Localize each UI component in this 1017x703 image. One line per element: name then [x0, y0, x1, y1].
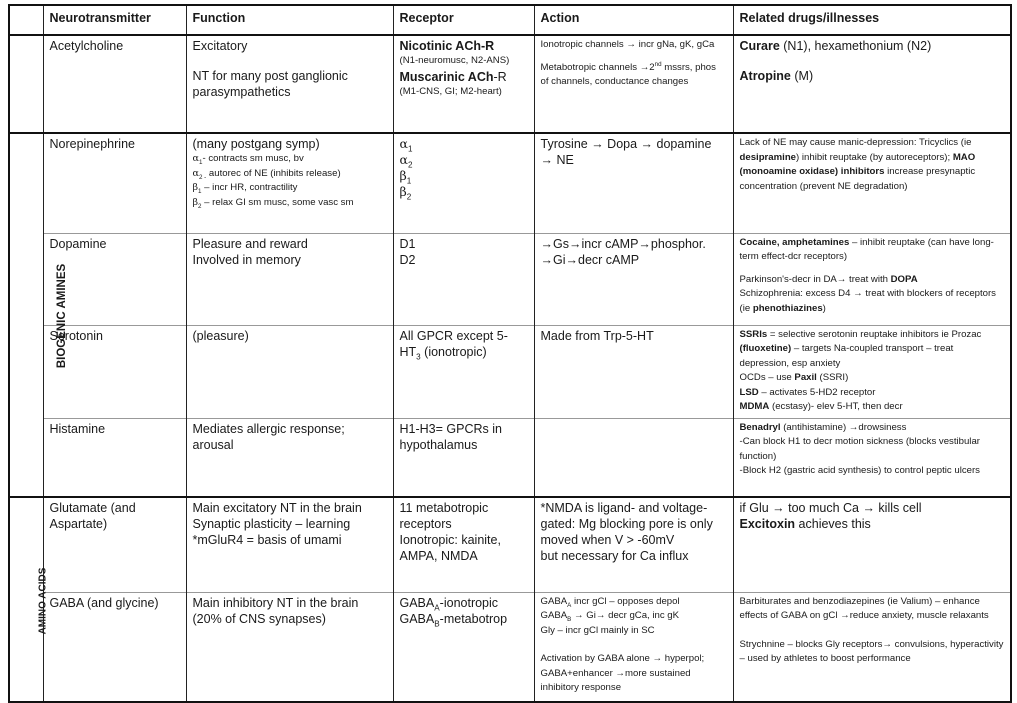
- text-line: [541, 136, 727, 168]
- header-group: [9, 5, 43, 35]
- text: (M): [790, 69, 814, 83]
- text-line: [740, 421, 1005, 436]
- function-cell: [186, 325, 393, 418]
- bold-text: DOPA: [890, 273, 918, 285]
- text: Pleasure and reward: [192, 236, 308, 251]
- text: *NMDA is ligand- and voltage-gated: Mg blocking pore is only moved when V > -60mV: [540, 501, 713, 547]
- text-line: [193, 136, 387, 152]
- text: – inhibit reuptake (can have long-term effect-dcr receptors): [739, 236, 994, 262]
- text: if Glu → too much Ca → kills cell: [739, 501, 922, 515]
- text: Mediates allergic response; arousal: [192, 421, 345, 452]
- text: -Block H2 (gastric acid synthesis) to control peptic ulcers: [739, 465, 980, 476]
- text: Made from Trp-5-HT: [540, 328, 654, 343]
- function-cell: [186, 497, 393, 592]
- text: Lack of NE may cause manic-depression: Tricyclics (ie: [739, 137, 972, 148]
- text: *mGluR4 = basis of umami: [192, 533, 342, 547]
- text-line: [400, 54, 528, 69]
- table-row-glutamate: [9, 497, 1011, 592]
- neurotransmitter-table: [8, 4, 1012, 703]
- action-cell: [534, 133, 733, 233]
- text-line: [541, 652, 727, 696]
- text: GABA: [399, 595, 435, 610]
- text: Parkinson's-decr in DA→ treat with: [739, 273, 891, 285]
- text-line: [740, 371, 1005, 386]
- text: ) inhibit reuptake (by autoreceptors);: [796, 151, 953, 163]
- text: D1: [399, 236, 416, 251]
- text: →Gs→incr cAMP→phosphor.: [540, 236, 706, 251]
- text-line: [400, 168, 528, 184]
- receptor-cell: [393, 497, 534, 592]
- text: increase presynaptic concentration (prevent NE degradation): [739, 166, 976, 192]
- bold-text: desipramine: [739, 151, 797, 163]
- header-neurotransmitter: Neurotransmitter: [43, 5, 186, 35]
- receptor-cell: [393, 325, 534, 418]
- text: Synaptic plasticity – learning: [192, 517, 351, 531]
- bold-text: Cocaine, amphetamines: [739, 236, 850, 248]
- text: Activation by GABA alone → hyperpol; GABA+enhancer →more sustained inhibitory response: [540, 653, 705, 693]
- table-row-serotonin: [9, 325, 1011, 418]
- text: GABA: [540, 595, 568, 607]
- text: GABA: [399, 611, 435, 626]
- text: α: [399, 136, 408, 151]
- text: NT for many post ganglionic parasympathetics: [192, 69, 348, 99]
- text: nd: [654, 60, 662, 68]
- text-line: [541, 624, 727, 639]
- text-line: [400, 38, 528, 54]
- text: – relax GI sm musc, some vasc sm: [201, 196, 354, 208]
- drugs-cell: [733, 35, 1011, 133]
- text-line: [740, 136, 1005, 194]
- text: = selective serotonin reuptake inhibitors ie Prozac: [767, 328, 982, 340]
- bold-text: Excitoxin: [739, 517, 796, 531]
- neurotransmitter-cell: Acetylcholine: [43, 35, 186, 133]
- text-line: [193, 252, 387, 268]
- text: autorec of NE (inhibits release): [206, 167, 341, 179]
- text-line: [193, 167, 387, 182]
- text-line: [740, 400, 1005, 415]
- text: 1: [198, 187, 202, 195]
- text: (N1), hexamethonium (N2): [779, 39, 932, 53]
- bold-text: (fluoxetine): [739, 343, 792, 354]
- receptor-cell: [393, 133, 534, 233]
- text: – incr HR, contractility: [201, 182, 298, 193]
- action-cell: [534, 497, 733, 592]
- text-line: [541, 61, 727, 90]
- header-row: [9, 5, 1011, 35]
- text: α: [192, 167, 199, 179]
- text: 1: [407, 144, 413, 154]
- function-cell: [186, 133, 393, 233]
- text-line: [541, 328, 727, 344]
- text: A: [434, 603, 440, 612]
- neurotransmitter-cell: Glutamate (and Aspartate): [43, 497, 186, 592]
- drugs-cell: [733, 592, 1011, 702]
- text: 11 metabotropic receptors: [399, 501, 489, 531]
- text-line: [541, 236, 727, 252]
- text-line: [193, 152, 387, 167]
- text-line: [193, 328, 387, 344]
- text: 2: [406, 192, 412, 202]
- text: → Gi→ decr gCa, inc gK: [571, 610, 680, 621]
- text-line: [541, 609, 727, 624]
- text-line: [740, 595, 1005, 624]
- group-label: BIOGENIC AMINES: [56, 263, 69, 368]
- neurotransmitter-cell: Norepinephrine: [43, 133, 186, 233]
- text: Ionotropic channels → incr gNa, gK, gCa: [540, 39, 715, 50]
- text-line: [740, 328, 1005, 372]
- text: All GPCR except 5-HT: [399, 328, 508, 359]
- text: incr gCl – opposes depol: [571, 595, 680, 607]
- text-line: [740, 287, 1005, 316]
- text-line: [193, 236, 387, 252]
- text: 2: [198, 202, 202, 210]
- text: β: [399, 168, 407, 183]
- text-line: [400, 136, 528, 152]
- text-line: [193, 532, 387, 548]
- text: Schizophrenia: excess D4 → treat with blockers of receptors (ie: [739, 288, 996, 314]
- text: D2: [399, 252, 416, 267]
- bold-text: Nicotinic ACh-R: [399, 39, 495, 53]
- drugs-cell: [733, 418, 1011, 497]
- text-line: [193, 500, 387, 516]
- text-line: [193, 38, 387, 54]
- receptor-cell: [393, 592, 534, 702]
- text: β: [192, 196, 199, 208]
- text-line: [193, 421, 387, 453]
- receptor-cell: [393, 418, 534, 497]
- neurotransmitter-cell: Histamine: [43, 418, 186, 497]
- text: 2 -: [198, 173, 207, 181]
- text: (many postgang symp): [192, 137, 320, 151]
- action-cell: [534, 592, 733, 702]
- neurotransmitter-cell: Serotonin: [43, 325, 186, 418]
- text-line: [400, 69, 528, 85]
- function-cell: [186, 233, 393, 325]
- bold-text: Benadryl: [739, 421, 781, 433]
- text: Metabotropic channels →2: [540, 61, 655, 73]
- group-cell-amino-acids: [9, 497, 49, 702]
- text-line: [193, 68, 387, 100]
- text: α: [192, 153, 199, 164]
- text: A: [567, 601, 572, 609]
- bold-text: Muscarinic ACh: [399, 69, 494, 84]
- text: Main inhibitory NT in the brain (20% of CNS synapses): [192, 595, 359, 626]
- text: - contracts sm musc, bv: [202, 153, 304, 164]
- text: ): [822, 302, 826, 314]
- text: →Gi→decr cAMP: [540, 252, 640, 267]
- text: -R: [493, 69, 507, 84]
- text-line: [541, 38, 727, 53]
- text: -ionotropic: [439, 595, 499, 610]
- text-line: [740, 68, 1005, 84]
- text-line: [193, 196, 387, 211]
- text: (SSRI): [816, 372, 849, 383]
- text: Involved in memory: [192, 252, 301, 267]
- receptor-cell: [393, 233, 534, 325]
- text-line: [541, 548, 727, 564]
- text: OCDs – use: [739, 372, 795, 383]
- text: mssrs, phos of channels, conductance changes: [540, 61, 716, 87]
- text-line: [193, 516, 387, 532]
- action-cell: [534, 325, 733, 418]
- table-row-acetylcholine: [9, 35, 1011, 133]
- group-label: AMINO ACIDS: [37, 567, 49, 634]
- text-line: [541, 595, 727, 610]
- text: H1-H3= GPCRs in hypothalamus: [399, 421, 502, 452]
- text-line: [541, 252, 727, 268]
- text: (pleasure): [192, 328, 249, 343]
- table-row-gaba: [9, 592, 1011, 702]
- text: – targets Na-coupled transport – treat depression, esp anxiety: [739, 343, 954, 369]
- text-line: [400, 595, 528, 611]
- text-line: [740, 236, 1005, 265]
- drugs-cell: [733, 497, 1011, 592]
- text: GABA: [540, 610, 568, 621]
- function-cell: [186, 592, 393, 702]
- text: (ecstasy)- elev 5-HT, then decr: [769, 401, 903, 412]
- text-line: [400, 611, 528, 627]
- text-line: [400, 421, 528, 453]
- bold-text: Atropine: [739, 69, 791, 83]
- drugs-cell: [733, 133, 1011, 233]
- table-row-histamine: [9, 418, 1011, 497]
- text-line: [400, 532, 528, 564]
- neurotransmitter-cell: GABA (and glycine): [43, 592, 186, 702]
- text-line: [400, 500, 528, 532]
- text-line: [740, 500, 1005, 516]
- text: (antihistamine) →drowsiness: [780, 421, 907, 433]
- text: – activates 5-HD2 receptor: [758, 386, 876, 398]
- group-cell-biogenic-amines: [9, 133, 69, 497]
- bold-text: Curare: [739, 39, 780, 53]
- text-line: [740, 638, 1005, 667]
- text: β: [192, 182, 199, 193]
- bold-text: LSD: [739, 386, 759, 398]
- action-cell: [534, 418, 733, 497]
- text-line: [400, 328, 528, 360]
- text: 1: [198, 158, 203, 166]
- table-row-norepinephrine: [9, 133, 1011, 233]
- text: Main excitatory NT in the brain: [192, 501, 362, 515]
- function-cell: [186, 35, 393, 133]
- text-line: [740, 273, 1005, 288]
- bold-text: MAO (monoamine oxidase) inhibitors: [739, 151, 976, 177]
- table-row-dopamine: [9, 233, 1011, 325]
- action-cell: [534, 35, 733, 133]
- function-cell: [186, 418, 393, 497]
- bold-text: phenothiazines: [752, 302, 823, 314]
- bold-text: Paxil: [794, 372, 817, 383]
- text: Ionotropic: kainite, AMPA, NMDA: [399, 533, 501, 563]
- text: (ionotropic): [420, 344, 487, 359]
- neurotransmitter-cell: Dopamine: [43, 233, 186, 325]
- text: Strychnine – blocks Gly receptors→ convulsions, hyperactivity – used by athletes to boost performance: [739, 638, 1004, 664]
- text: (M1-CNS, GI; M2-heart): [399, 85, 502, 97]
- text: Tyrosine → Dopa → dopamine → NE: [540, 137, 712, 167]
- text: (N1-neuromusc, N2-ANS): [399, 55, 510, 66]
- header-function: Function: [186, 5, 393, 35]
- text: -Can block H1 to decr motion sickness (blocks vestibular function): [739, 436, 980, 462]
- text-line: [400, 152, 528, 168]
- header-action: Action: [534, 5, 733, 35]
- text: B: [567, 615, 572, 623]
- text-line: [740, 386, 1005, 401]
- text: but necessary for Ca influx: [540, 549, 689, 563]
- text: Excitatory: [192, 39, 248, 53]
- text: Gly – incr gCl mainly in SC: [540, 624, 655, 636]
- text: achieves this: [795, 517, 871, 531]
- text-line: [193, 595, 387, 627]
- text: B: [434, 619, 440, 628]
- text: 1: [406, 176, 412, 186]
- text: α: [399, 152, 408, 167]
- group-cell-empty: [9, 35, 43, 133]
- text-line: [740, 516, 1005, 532]
- text-line: [740, 38, 1005, 54]
- text: β: [399, 184, 407, 199]
- header-receptor: Receptor: [393, 5, 534, 35]
- bold-text: SSRIs: [739, 328, 768, 340]
- receptor-cell: [393, 35, 534, 133]
- text-line: [541, 500, 727, 548]
- text: Barbiturates and benzodiazepines (ie Valium) – enhance effects of GABA on gCl →reduce anxiety, muscle relaxants: [739, 595, 989, 621]
- text: -metabotrop: [439, 611, 508, 626]
- header-drugs: Related drugs/illnesses: [733, 5, 1011, 35]
- drugs-cell: [733, 233, 1011, 325]
- text-line: [400, 184, 528, 200]
- text-line: [400, 85, 528, 100]
- text-line: [400, 252, 528, 268]
- text-line: [740, 464, 1005, 479]
- text-line: [740, 435, 1005, 464]
- drugs-cell: [733, 325, 1011, 418]
- bold-text: MDMA: [739, 401, 770, 412]
- text: 3: [416, 352, 421, 361]
- text-line: [193, 181, 387, 196]
- action-cell: [534, 233, 733, 325]
- text: 2: [407, 160, 413, 170]
- text-line: [400, 236, 528, 252]
